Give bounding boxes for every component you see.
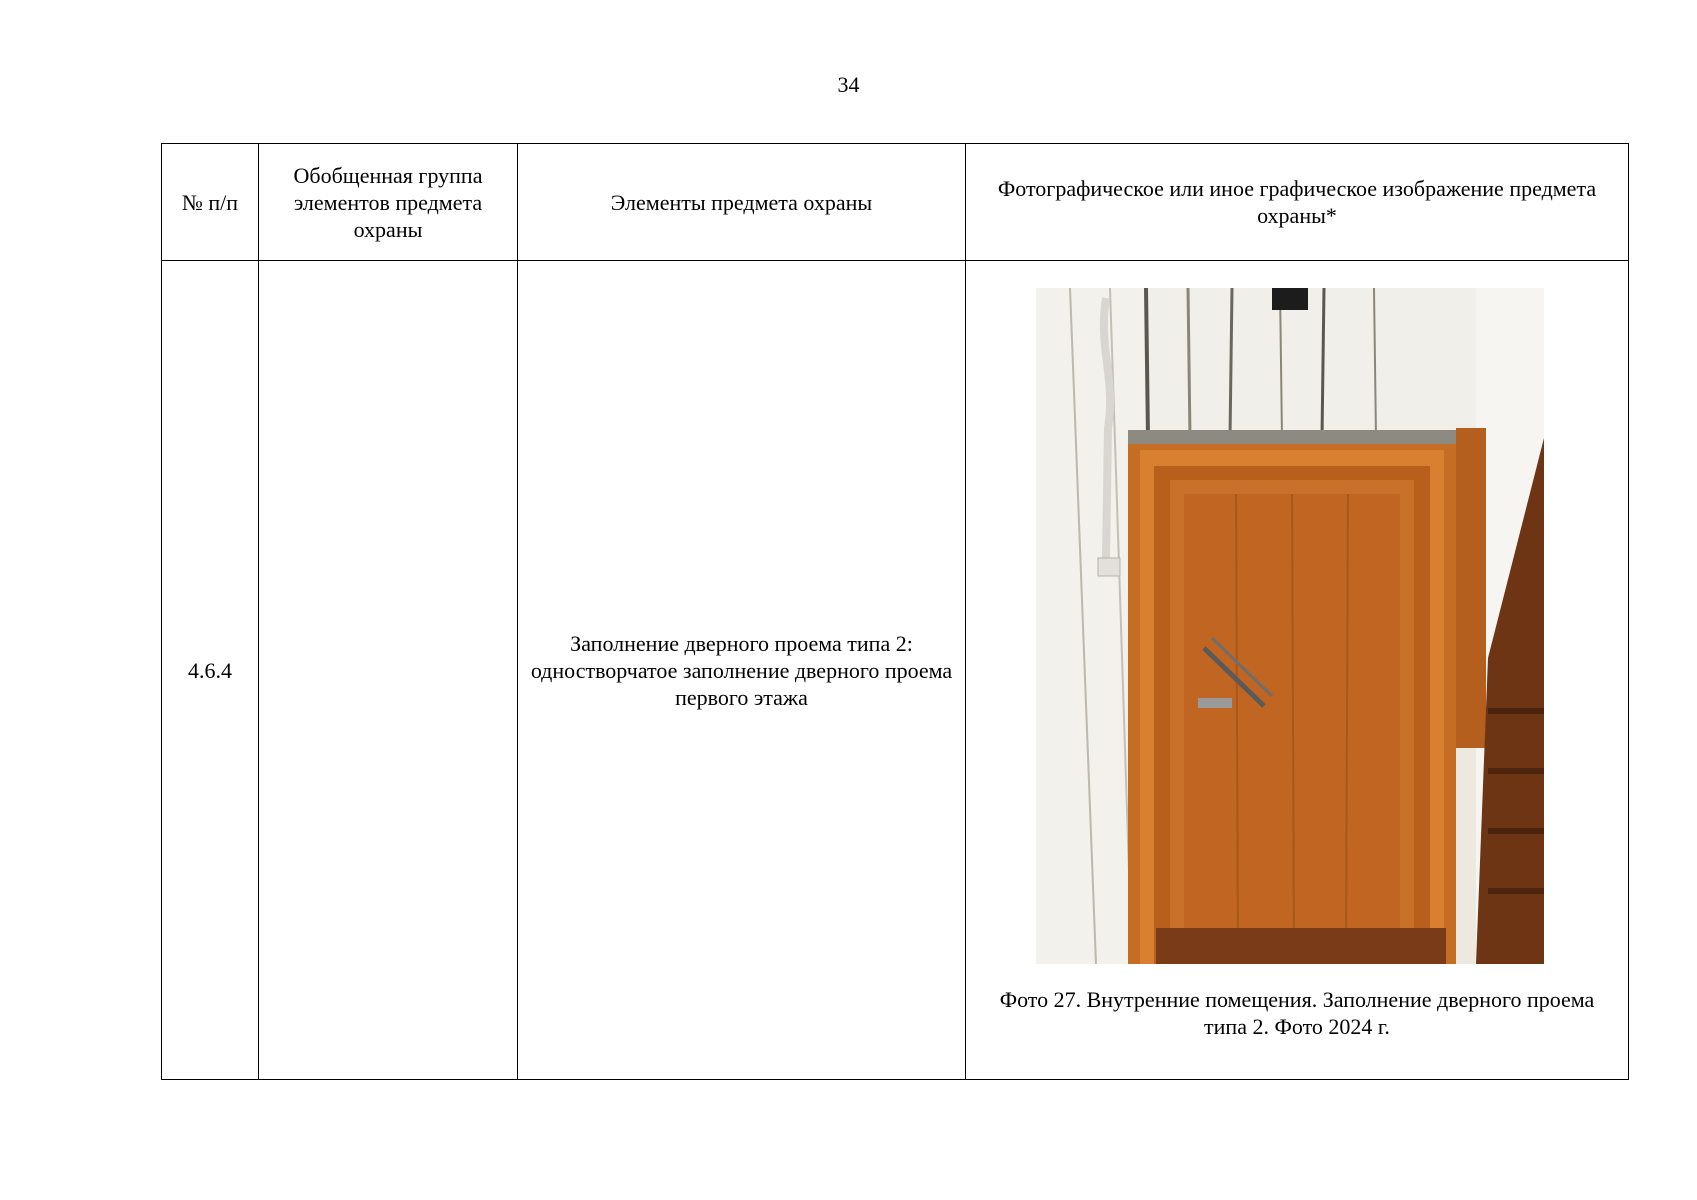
protection-table bbox=[161, 143, 1629, 1080]
header-group: Обобщенная группа элементов предмета охраны bbox=[259, 144, 518, 261]
door-photo bbox=[1036, 288, 1544, 964]
table-row bbox=[162, 261, 1629, 1080]
table-header-row bbox=[162, 144, 1629, 261]
row-number: 4.6.4 bbox=[162, 261, 259, 1080]
row-group bbox=[259, 261, 518, 1080]
photo-caption: Фото 27. Внутренние помещения. Заполнение дверного проема типа 2. Фото 2024 г. bbox=[999, 987, 1595, 1039]
row-photo-cell bbox=[966, 261, 1629, 1080]
page-number: 34 bbox=[837, 72, 860, 97]
header-elements: Элементы предмета охраны bbox=[518, 144, 966, 261]
header-number: № п/п bbox=[162, 144, 259, 261]
header-photo: Фотографическое или иное графическое изображение предмета охраны* bbox=[966, 144, 1629, 261]
row-element: Заполнение дверного проема типа 2: одностворчатое заполнение дверного проема первого этажа bbox=[518, 261, 966, 1080]
